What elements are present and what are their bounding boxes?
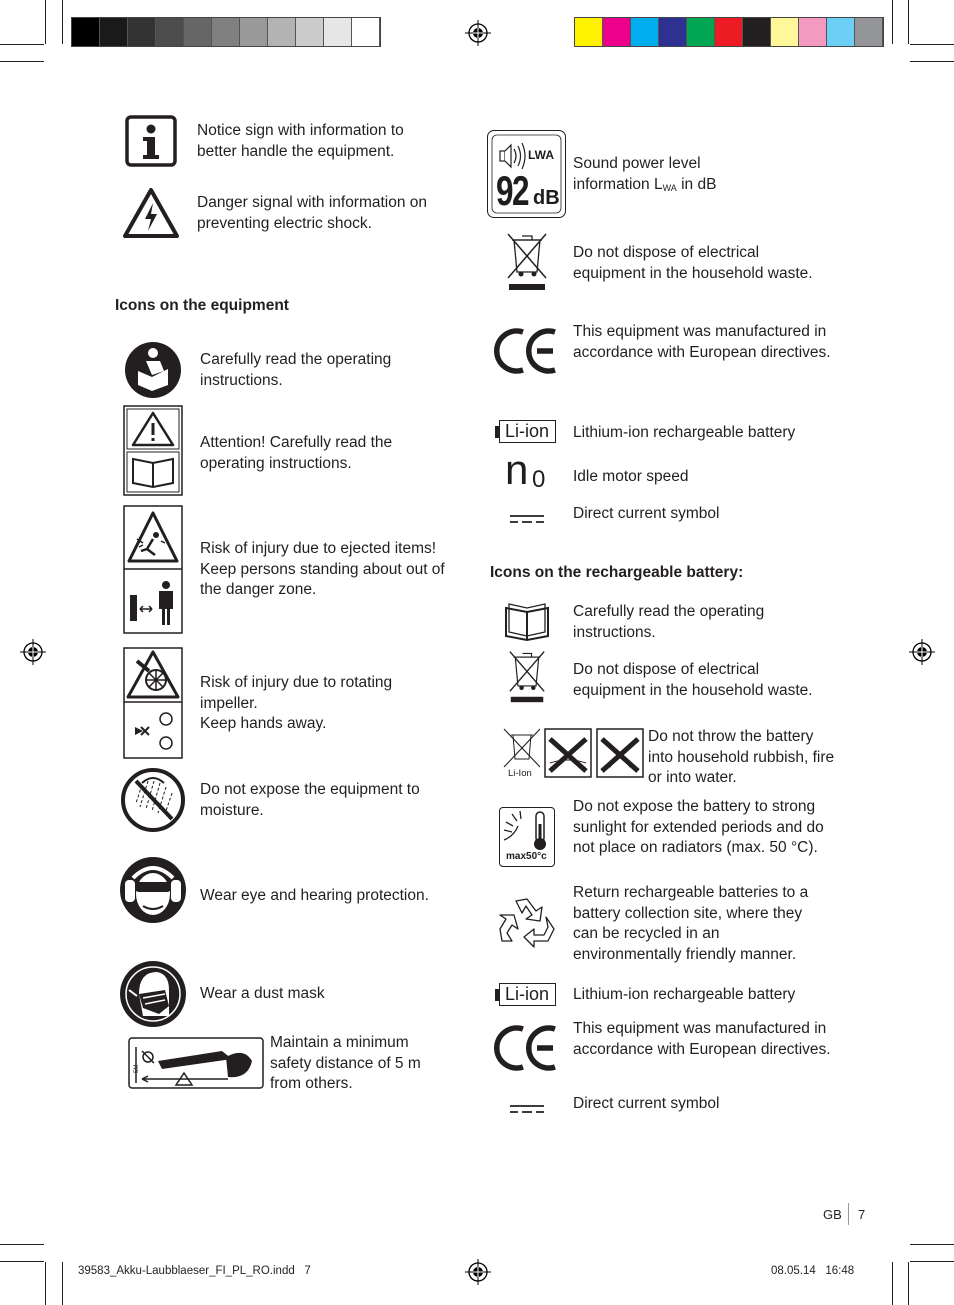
color-swatch [72, 18, 100, 46]
safety-distance-label: 5M [134, 1064, 140, 1073]
print-date: 08.05.14 16:48 [771, 1265, 855, 1277]
safety-distance-icon [128, 1037, 264, 1089]
weee-bin-icon [504, 230, 550, 292]
equip-item-text: Attention! Carefully read the operating instructions. [200, 434, 393, 472]
max-temp-label: max50°c [506, 851, 547, 862]
equip-item-text: Risk of injury due to rotating impeller. Keep hands away. [200, 674, 393, 732]
lwa-label: LWA [528, 148, 554, 162]
color-swatch [575, 18, 603, 46]
sound-unit: dB [533, 187, 560, 209]
color-swatch [352, 18, 380, 46]
ce-mark-icon [493, 1023, 561, 1073]
eye-hearing-protection-icon [119, 856, 187, 924]
read-manual-icon [124, 341, 182, 399]
direct-current-icon [509, 1104, 545, 1114]
no-moisture-icon [120, 767, 186, 833]
equip-item-text: Carefully read the operating instructions. [200, 351, 392, 389]
li-ion-label: Li-ion [505, 421, 550, 441]
crop-mark-bottom-left-v2 [62, 1262, 63, 1305]
electric-shock-warning-icon [122, 187, 180, 239]
right-item-text: Lithium-ion rechargeable battery [573, 424, 796, 441]
color-swatch [799, 18, 827, 46]
crop-mark-bottom-right-h2 [910, 1261, 954, 1262]
direct-current-icon [509, 514, 545, 524]
equipment-icons-heading: Icons on the equipment [115, 297, 289, 314]
equip-item-text: Risk of injury due to ejected items! Keep persons standing about out of the danger zone. [200, 540, 445, 598]
color-swatch [212, 18, 240, 46]
right-item-text: Direct current symbol [573, 505, 720, 522]
indd-file-name: 39583_Akku-Laubblaeser_FI_PL_RO.indd 7 [78, 1265, 311, 1277]
registration-mark-icon [909, 639, 935, 665]
crop-mark-top-left-v2 [62, 0, 63, 44]
battery-item-text: Carefully read the operating instructions. [573, 603, 765, 641]
color-swatch [659, 18, 687, 46]
li-ion-small-label: Li-Ion [508, 768, 532, 779]
crop-mark-top-right-h [910, 44, 954, 45]
right-item-text: Idle motor speed [573, 468, 689, 485]
crop-mark-bottom-right-v2 [892, 1262, 893, 1305]
sound-text-line1: Sound power level [573, 155, 701, 172]
color-swatch [743, 18, 771, 46]
sound-text-sub: WA [662, 182, 677, 193]
color-swatch [240, 18, 268, 46]
crop-mark-top-left-v [45, 0, 46, 44]
crop-mark-bottom-left-v [45, 1262, 46, 1305]
crop-mark-top-right-v [908, 0, 909, 44]
weee-bin-icon [506, 648, 548, 704]
n0-sub: 0 [532, 466, 546, 493]
li-ion-label: Li-ion [505, 984, 550, 1004]
sound-power-text [573, 154, 793, 198]
color-swatch [184, 18, 212, 46]
color-swatch [603, 18, 631, 46]
color-swatch [827, 18, 855, 46]
li-ion-icon [495, 983, 559, 1007]
crop-mark-bottom-left-h [0, 1244, 44, 1245]
equip-item-text: Do not expose the equipment to moisture. [200, 781, 420, 819]
equip-item-text: Wear a dust mask [200, 985, 325, 1002]
registration-mark-icon [465, 1259, 491, 1285]
color-swatch [324, 18, 352, 46]
crop-mark-bottom-right-v [908, 1262, 909, 1305]
crop-mark-bottom-right-h [910, 1244, 954, 1245]
color-swatch [128, 18, 156, 46]
registration-mark-icon [20, 639, 46, 665]
battery-icons-heading: Icons on the rechargeable battery: [490, 564, 744, 581]
color-swatch [687, 18, 715, 46]
crop-mark-bottom-left-h2 [0, 1261, 44, 1262]
li-ion-icon [495, 420, 559, 444]
danger-signal-text: Danger signal with information on preventing electric shock. [197, 194, 428, 232]
color-swatch [715, 18, 743, 46]
notice-sign-text: Notice sign with information to better handle the equipment. [197, 122, 404, 160]
sound-text-line2-post: in dB [676, 175, 717, 193]
ejected-items-icon [123, 505, 183, 634]
sunlight-thermometer-icon [499, 807, 555, 867]
battery-item-text: Return rechargeable batteries to a battery collection site, where they can be recycled in an environmentally friendly manner. [573, 884, 809, 963]
process-color-bar [574, 17, 884, 47]
battery-disposal-icons [500, 727, 645, 782]
sound-power-icon [487, 130, 566, 218]
registration-mark-icon [465, 20, 491, 46]
info-icon [125, 115, 177, 167]
color-swatch [100, 18, 128, 46]
dust-mask-icon [119, 960, 187, 1028]
color-swatch [631, 18, 659, 46]
footer-divider [848, 1203, 849, 1225]
n0-label: n [505, 446, 529, 493]
sound-text-line2-pre: information L [573, 175, 663, 193]
color-swatch [296, 18, 324, 46]
equip-item-text: Maintain a minimum safety distance of 5 m from others. [270, 1034, 421, 1092]
sound-value: 92 [496, 167, 529, 214]
crop-mark-top-right-v2 [892, 0, 893, 44]
battery-item-text: Do not expose the battery to strong sunlight for extended periods and do not place on radiators (max. 50 °C). [573, 798, 824, 856]
language-code: GB [823, 1207, 842, 1222]
equip-item-text: Wear eye and hearing protection. [200, 887, 429, 904]
page-number: 7 [858, 1207, 866, 1222]
color-swatch [156, 18, 184, 46]
attention-read-manual-icon [123, 405, 183, 496]
battery-item-text: Do not throw the battery into household rubbish, fire or into water. [648, 728, 835, 786]
idle-speed-icon [505, 446, 555, 494]
battery-item-text: Do not dispose of electrical equipment in the household waste. [573, 661, 813, 699]
battery-item-text: Direct current symbol [573, 1095, 720, 1112]
rotating-impeller-icon [123, 647, 183, 759]
right-item-text: This equipment was manufactured in accordance with European directives. [573, 323, 831, 361]
crop-mark-top-left-h [0, 44, 44, 45]
battery-item-text: This equipment was manufactured in accordance with European directives. [573, 1020, 831, 1058]
right-item-text: Do not dispose of electrical equipment in the household waste. [573, 244, 813, 282]
color-swatch [771, 18, 799, 46]
color-swatch [855, 18, 883, 46]
crop-mark-top-left-h2 [0, 61, 44, 62]
crop-mark-top-right-h2 [910, 61, 954, 62]
gray-color-bar [71, 17, 381, 47]
recycle-icon [496, 895, 558, 953]
ce-mark-icon [493, 326, 561, 376]
color-swatch [268, 18, 296, 46]
book-icon [502, 602, 552, 642]
battery-item-text: Lithium-ion rechargeable battery [573, 986, 796, 1003]
